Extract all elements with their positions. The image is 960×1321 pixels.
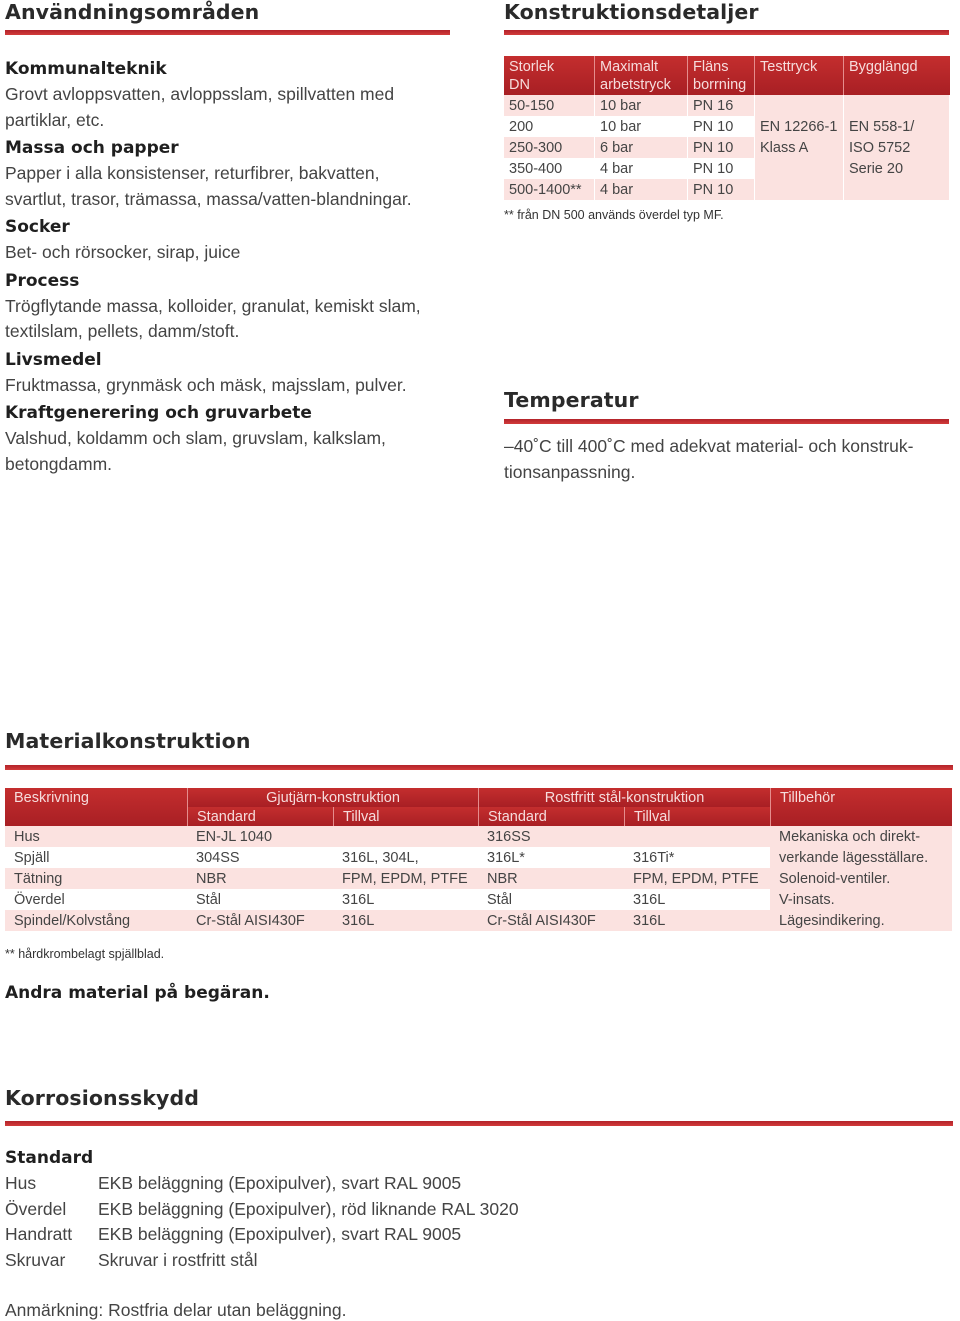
table-row	[504, 95, 950, 116]
coating-value: EKB beläggning (Epoxipulver), svart RAL 9005	[98, 1173, 462, 1193]
cell: 250-300	[504, 137, 595, 158]
construction-footnote: ** från DN 500 används överdel typ MF.	[504, 208, 724, 222]
cell: 10 bar	[595, 116, 688, 137]
col-gj-standard: Standard	[187, 807, 333, 826]
col-flans: Fläns borrning	[688, 56, 755, 95]
col-beskrivning: Beskrivning	[5, 788, 187, 826]
cell: Stål	[187, 889, 333, 910]
material-table	[5, 788, 952, 931]
col-bygglangd: Bygglängd	[844, 56, 950, 95]
table-row	[5, 847, 952, 868]
cell: Tätning	[5, 868, 187, 889]
cell: PN 16	[688, 95, 755, 116]
list-item	[5, 1197, 519, 1223]
col-max-tryck: Maximalt arbetstryck	[595, 56, 688, 95]
cell: Överdel	[5, 889, 187, 910]
list-item	[5, 1222, 519, 1248]
cell: 4 bar	[595, 158, 688, 179]
table-row	[5, 868, 952, 889]
cell: NBR	[478, 868, 624, 889]
material-footnote: ** hårdkrombelagt spjällblad.	[5, 947, 165, 961]
heading-rule	[5, 1121, 953, 1126]
cell: PN 10	[688, 179, 755, 200]
cell: Spindel/Kolvstång	[5, 910, 187, 931]
cell: 316L	[624, 910, 770, 931]
heading-korrosionsskydd: Korrosionsskydd	[5, 1086, 200, 1110]
cell: Solenoid-ventiler.	[770, 868, 952, 889]
col-storlek: Storlek DN	[504, 56, 595, 95]
cell: 316SS	[478, 826, 624, 847]
app-title: Massa och papper	[5, 138, 179, 158]
cell: ISO 5752	[844, 137, 950, 158]
col-gjutjarn: Gjutjärn-konstruktion	[187, 788, 478, 807]
cell: Mekaniska och direkt-	[770, 826, 952, 847]
cell: Cr-Stål AISI430F	[187, 910, 333, 931]
table-row	[5, 889, 952, 910]
cell: 316Ti*	[624, 847, 770, 868]
cell: 316L	[333, 889, 478, 910]
temperature-text: –40˚C till 400˚C med adekvat material- och konstruk-tionsanpassning.	[504, 436, 914, 482]
app-title: Socker	[5, 217, 70, 237]
app-text: Valshud, koldamm och slam, gruvslam, kalkslam, betongdamm.	[5, 428, 386, 474]
cell: 316L*	[478, 847, 624, 868]
cell	[844, 95, 950, 116]
app-text: Trögflytande massa, kolloider, granulat, kemiskt slam, textilslam, pellets, damm/stoft.	[5, 295, 421, 341]
part-label: Överdel	[5, 1198, 67, 1219]
cell: Hus	[5, 826, 187, 847]
table-row	[504, 179, 950, 200]
cell: Lägesindikering.	[770, 910, 952, 931]
cell: 316L	[333, 910, 478, 931]
cell: PN 10	[688, 158, 755, 179]
table-row	[504, 158, 950, 179]
cell: EN-JL 1040	[187, 826, 333, 847]
list-item	[5, 1171, 519, 1197]
heading-rule	[5, 765, 953, 770]
cell: PN 10	[688, 116, 755, 137]
col-rf-tillval: Tillval	[624, 807, 770, 826]
table-row	[5, 826, 952, 847]
cell: 500-1400**	[504, 179, 595, 200]
cell: Spjäll	[5, 847, 187, 868]
table-row	[504, 137, 950, 158]
cell: EN 558-1/	[844, 116, 950, 137]
coating-value: Skruvar i rostfritt stål	[98, 1249, 258, 1270]
coating-value: EKB beläggning (Epoxipulver), svart RAL 9005	[98, 1224, 462, 1244]
cell: 50-150	[504, 95, 595, 116]
heading-rule	[504, 30, 949, 35]
cell: 350-400	[504, 158, 595, 179]
cell: 316L, 304L,	[333, 847, 478, 868]
cell: 4 bar	[595, 179, 688, 200]
table-row	[504, 116, 950, 137]
app-title: Livsmedel	[5, 349, 102, 370]
cell: Serie 20	[844, 158, 950, 179]
part-label: Skruvar	[5, 1249, 66, 1270]
heading-rule	[504, 419, 949, 424]
heading-konstruktionsdetaljer: Konstruktionsdetaljer	[504, 0, 759, 24]
cell: NBR	[187, 868, 333, 889]
col-tillbehor: Tillbehör	[770, 788, 952, 826]
table-row	[5, 910, 952, 931]
cell: verkande lägesställare.	[770, 847, 952, 868]
app-title: Kraftgenerering och gruvarbete	[5, 403, 312, 423]
cell	[755, 179, 844, 200]
cell: 304SS	[187, 847, 333, 868]
cell: Cr-Stål AISI430F	[478, 910, 624, 931]
cell: V-insats.	[770, 889, 952, 910]
app-title: Process	[5, 270, 80, 291]
cell: FPM, EPDM, PTFE	[624, 868, 770, 889]
cell	[333, 826, 478, 847]
corrosion-remark: Anmärkning: Rostfria delar utan beläggning.	[5, 1300, 347, 1320]
app-text: Fruktmassa, grynmäsk och mäsk, majsslam, pulver.	[5, 374, 407, 395]
cell	[844, 179, 950, 200]
cell: Stål	[478, 889, 624, 910]
cell: EN 12266-1	[755, 116, 844, 137]
cell: 6 bar	[595, 137, 688, 158]
corrosion-subheading: Standard	[5, 1148, 94, 1168]
application-list	[5, 57, 445, 480]
cell	[624, 826, 770, 847]
cell: 10 bar	[595, 95, 688, 116]
heading-anvandningsomraden: Användningsområden	[5, 0, 260, 24]
part-label: Handratt	[5, 1224, 73, 1244]
cell: Klass A	[755, 137, 844, 158]
other-materials-note: Andra material på begäran.	[5, 983, 270, 1003]
cell: 316L	[624, 889, 770, 910]
col-testtryck: Testtryck	[755, 56, 844, 95]
corrosion-list	[5, 1146, 519, 1273]
part-label: Hus	[5, 1173, 37, 1193]
cell	[755, 95, 844, 116]
col-rf-standard: Standard	[478, 807, 624, 826]
heading-materialkonstruktion: Materialkonstruktion	[5, 729, 251, 753]
list-item	[5, 1248, 519, 1274]
heading-temperatur: Temperatur	[504, 388, 639, 412]
heading-rule	[5, 30, 450, 35]
col-rostfritt: Rostfritt stål-konstruktion	[478, 788, 770, 807]
construction-table	[504, 56, 950, 200]
cell: PN 10	[688, 137, 755, 158]
app-text: Grovt avloppsvatten, avloppsslam, spillvatten med partiklar, etc.	[5, 84, 395, 130]
cell: 200	[504, 116, 595, 137]
cell: FPM, EPDM, PTFE	[333, 868, 478, 889]
col-gj-tillval: Tillval	[333, 807, 478, 826]
app-text: Bet- och rörsocker, sirap, juice	[5, 242, 241, 262]
cell	[755, 158, 844, 179]
coating-value: EKB beläggning (Epoxipulver), röd liknande RAL 3020	[98, 1198, 519, 1219]
app-text: Papper i alla konsistenser, returfibrer, bakvatten, svartlut, trasor, trämassa, massa/vatten-blandningar.	[5, 163, 412, 209]
app-title: Kommunalteknik	[5, 59, 167, 79]
